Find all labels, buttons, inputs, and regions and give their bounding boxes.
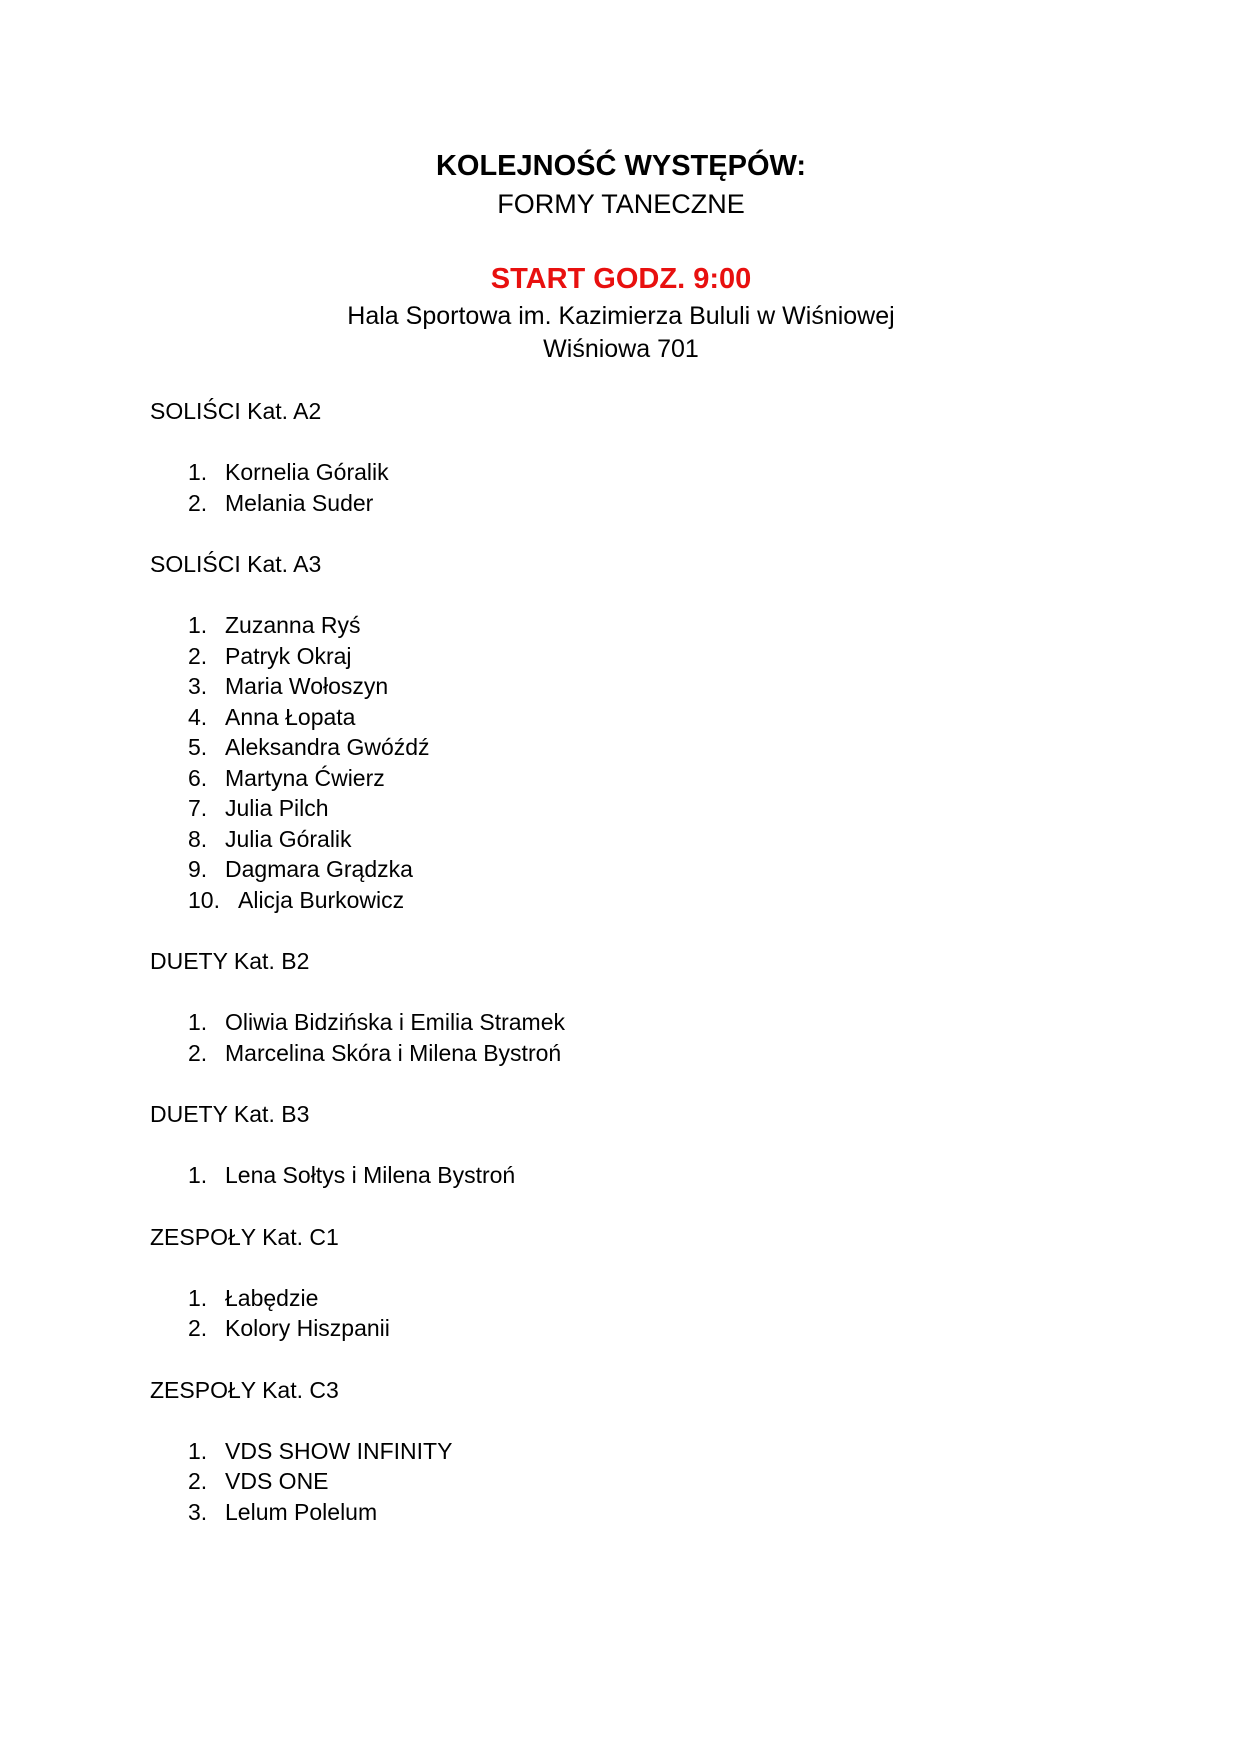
performer-name: Maria Wołoszyn	[225, 673, 389, 699]
list-item	[150, 457, 1150, 488]
list-item	[150, 732, 1150, 763]
performer-name: Dagmara Grądzka	[225, 856, 413, 882]
list-item	[150, 488, 1150, 519]
section-heading: SOLIŚCI Kat. A3	[150, 551, 322, 577]
entry-list	[150, 610, 1150, 915]
performer-name: Łabędzie	[225, 1284, 319, 1311]
performer-name: Melania Suder	[225, 489, 374, 516]
entry-number: 1.	[188, 612, 208, 638]
list-item	[150, 1160, 1150, 1191]
entry-list	[150, 1007, 1150, 1068]
entry-number: 8.	[188, 825, 208, 852]
entry-number: 1.	[188, 1437, 208, 1464]
entry-number: 1.	[188, 459, 208, 485]
list-item	[150, 610, 1150, 641]
entry-number: 2.	[188, 1039, 208, 1066]
section-heading: ZESPOŁY Kat. C3	[150, 1376, 339, 1403]
venue-address: Wiśniowa 701	[543, 335, 699, 363]
entry-number: 6.	[188, 764, 208, 791]
performer-name: Marcelina Skóra i Milena Bystroń	[225, 1039, 562, 1066]
section-heading: DUETY Kat. B2	[150, 948, 310, 974]
list-item	[150, 671, 1150, 702]
start-time: START GODZ. 9:00	[490, 263, 752, 295]
entry-number: 3.	[188, 673, 208, 699]
performer-name: Lena Sołtys i Milena Bystroń	[225, 1162, 516, 1188]
list-item	[150, 824, 1150, 855]
performer-name: Patryk Okraj	[225, 642, 352, 669]
performer-name: Aleksandra Gwóźdź	[225, 734, 430, 760]
performer-name: Alicja Burkowicz	[238, 886, 405, 913]
list-item	[150, 793, 1150, 824]
entry-number: 10.	[188, 886, 220, 913]
entry-list	[150, 1436, 1150, 1528]
performer-name: Martyna Ćwierz	[225, 764, 385, 791]
list-item	[150, 854, 1150, 885]
section-heading: SOLIŚCI Kat. A2	[150, 398, 322, 424]
entry-number: 1.	[188, 1162, 208, 1188]
performer-name: VDS SHOW INFINITY	[225, 1437, 453, 1464]
list-item	[150, 1436, 1150, 1467]
list-item	[150, 1283, 1150, 1314]
list-item	[150, 1038, 1150, 1069]
entry-number: 3.	[188, 1498, 208, 1525]
section-heading: ZESPOŁY Kat. C1	[150, 1223, 339, 1250]
performer-name: Zuzanna Ryś	[225, 612, 361, 638]
performer-name: Kornelia Góralik	[225, 459, 389, 485]
document-subtitle: FORMY TANECZNE	[497, 189, 745, 219]
list-item	[150, 885, 1150, 916]
entry-number: 9.	[188, 856, 208, 882]
entry-number: 1.	[188, 1009, 208, 1035]
list-item	[150, 763, 1150, 794]
section-heading: DUETY Kat. B3	[150, 1101, 310, 1127]
entry-number: 2.	[188, 642, 208, 669]
entry-number: 2.	[188, 1315, 208, 1341]
entry-list	[150, 1283, 1150, 1344]
entry-number: 1.	[188, 1284, 208, 1311]
performer-name: Julia Pilch	[225, 795, 329, 821]
entry-list	[150, 457, 1150, 518]
list-item	[150, 641, 1150, 672]
performer-name: Julia Góralik	[225, 825, 352, 852]
entry-number: 4.	[188, 703, 208, 730]
entry-number: 5.	[188, 734, 208, 760]
entry-number: 2.	[188, 489, 208, 516]
document-title: KOLEJNOŚĆ WYSTĘPÓW:	[435, 150, 807, 182]
list-item	[150, 1497, 1150, 1528]
entry-number: 7.	[188, 795, 208, 821]
performer-name: Anna Łopata	[225, 703, 356, 730]
list-item	[150, 1313, 1150, 1344]
performer-name: VDS ONE	[225, 1468, 329, 1494]
performer-name: Oliwia Bidzińska i Emilia Stramek	[225, 1009, 565, 1035]
performer-name: Lelum Polelum	[225, 1498, 378, 1525]
venue-name: Hala Sportowa im. Kazimierza Bululi w Wiśniowej	[347, 302, 895, 330]
performance-order	[150, 396, 1150, 1558]
list-item	[150, 1466, 1150, 1497]
list-item	[150, 702, 1150, 733]
entry-list	[150, 1160, 1150, 1191]
list-item	[150, 1007, 1150, 1038]
entry-number: 2.	[188, 1468, 208, 1494]
performer-name: Kolory Hiszpanii	[225, 1315, 390, 1341]
